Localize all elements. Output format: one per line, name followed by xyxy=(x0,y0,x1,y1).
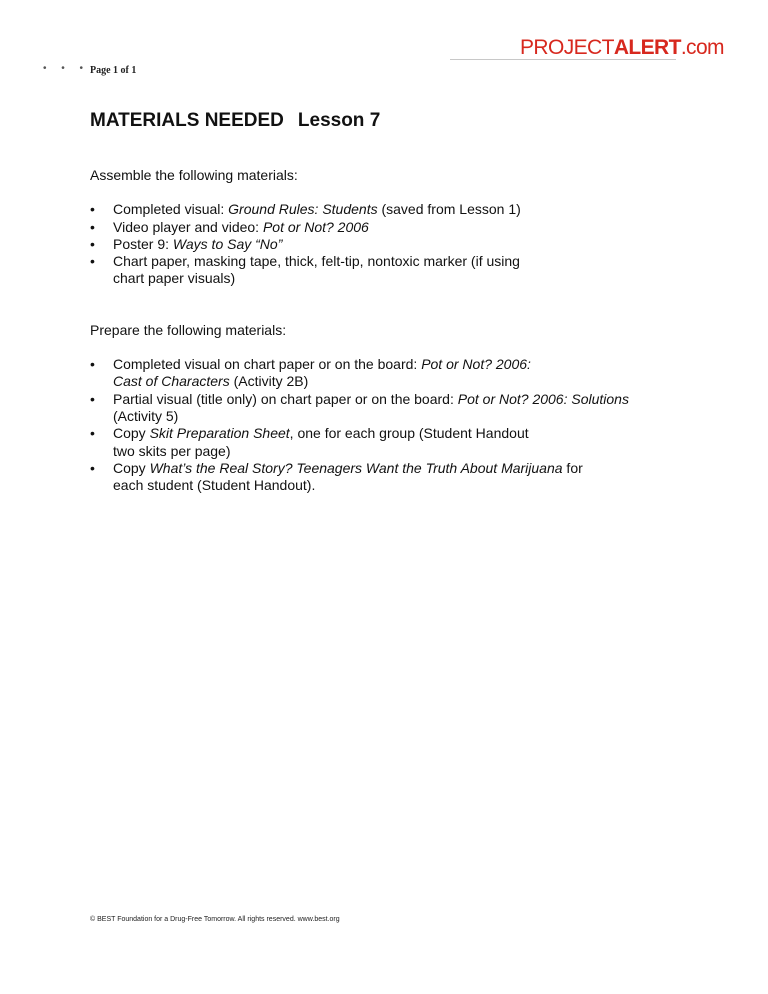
assemble-intro: Assemble the following materials: xyxy=(90,167,298,183)
page-title xyxy=(90,110,380,132)
copyright-footer: © BEST Foundation for a Drug-Free Tomorrow. All rights reserved. www.best.org xyxy=(90,916,340,923)
list-item: • Video player and video: Pot or Not? 2006 xyxy=(90,219,690,236)
assemble-list xyxy=(90,201,690,287)
prepare-intro: Prepare the following materials: xyxy=(90,321,287,338)
document-body xyxy=(90,167,690,494)
prepare-list xyxy=(90,356,690,494)
list-item: • Partial visual (title only) on chart paper or on the board: Pot or Not? 2006: Solutions (Activity 5) xyxy=(90,391,690,426)
project-alert-logo: PROJECTALERT.com xyxy=(520,36,724,59)
header-rule xyxy=(450,59,676,60)
list-item: • Copy What’s the Real Story? Teenagers Want the Truth About Marijuana for each student (Student Handout). xyxy=(90,460,690,495)
decorative-dots: • • • xyxy=(43,63,90,74)
page-number: Page 1 of 1 xyxy=(90,65,137,76)
title-lesson: Lesson 7 xyxy=(297,110,381,131)
list-item: • Copy Skit Preparation Sheet, one for each group (Student Handout two skits per page) xyxy=(90,425,690,460)
list-item: • Poster 9: Ways to Say “No” xyxy=(90,236,690,253)
list-item: • Completed visual on chart paper or on the board: Pot or Not? 2006: Cast of Characters (Activity 2B) xyxy=(90,356,690,391)
list-item: • Chart paper, masking tape, thick, felt-tip, nontoxic marker (if using chart paper visuals) xyxy=(90,253,690,288)
list-item: • Completed visual: Ground Rules: Students (saved from Lesson 1) xyxy=(90,201,690,218)
title-main: MATERIALS NEEDED xyxy=(90,110,284,131)
